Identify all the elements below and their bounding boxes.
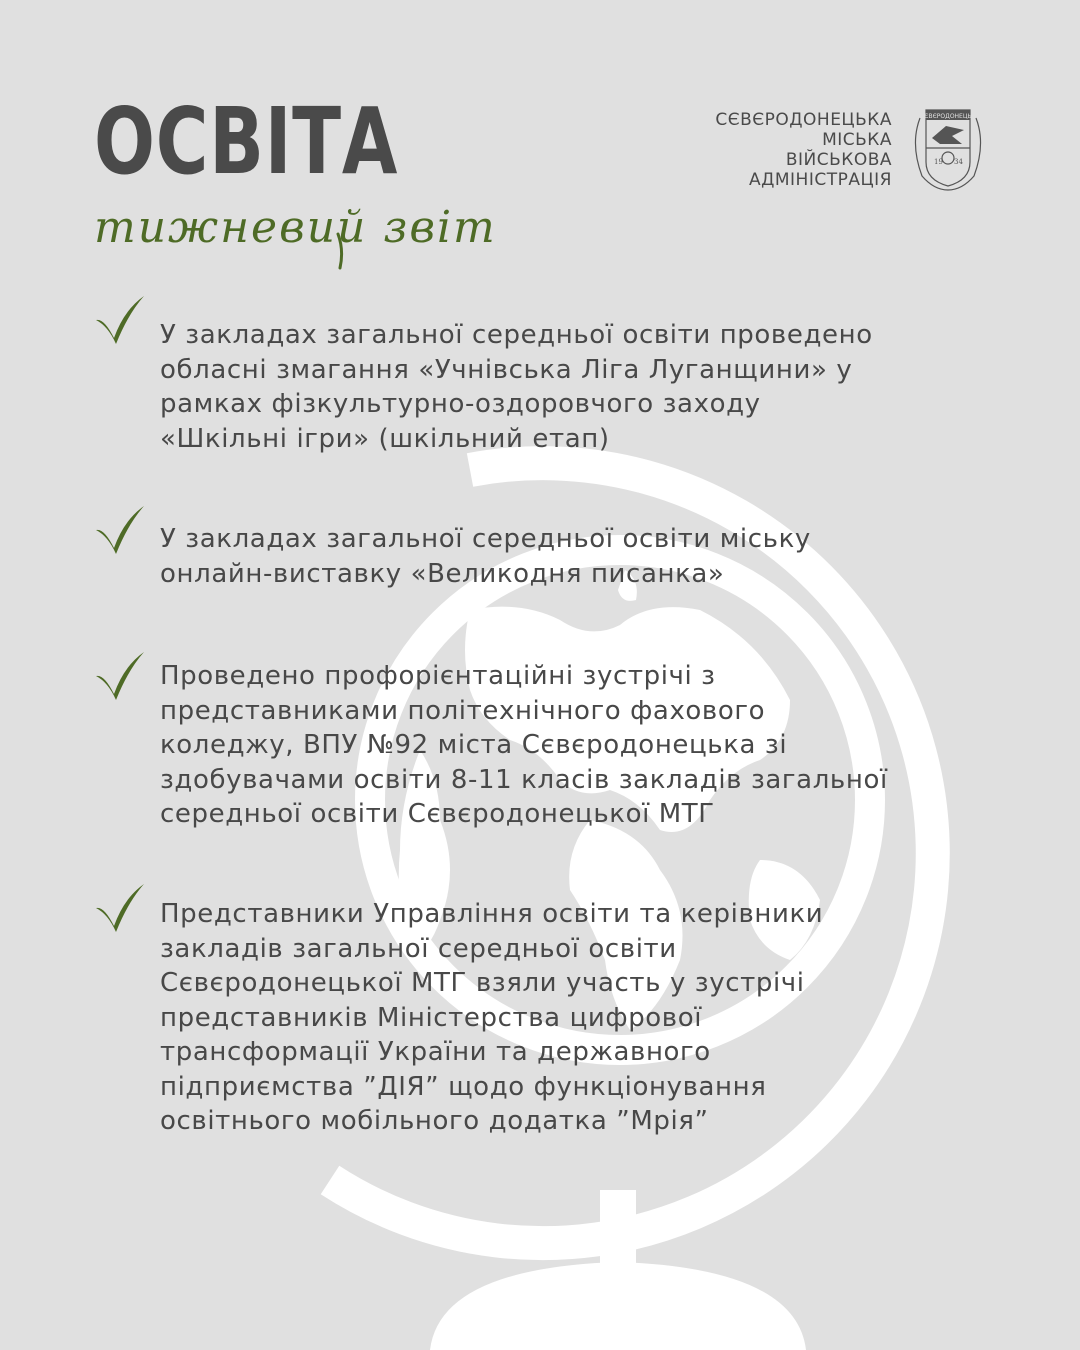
- org-line: СЄВЄРОДОНЕЦЬКА: [715, 110, 892, 130]
- item-line: здобувачами освіти 8-11 класів закладів загальної: [160, 764, 888, 795]
- item-line: трансформації України та державного: [160, 1037, 711, 1067]
- subtitle-flourish: [330, 232, 360, 272]
- item-line: коледжу, ВПУ №92 міста Сєвєродонецька зі: [160, 730, 788, 760]
- city-emblem-icon: [906, 104, 990, 192]
- check-icon: [94, 882, 146, 934]
- item-line: рамках фізкультурно-оздоровчого заходу: [160, 389, 761, 419]
- item-line: середньої освіти Сєвєродонецької МТГ: [160, 799, 715, 829]
- list-item: [160, 318, 1000, 456]
- check-icon: [94, 504, 146, 556]
- item-line: закладів загальної середньої освіти: [160, 933, 677, 964]
- emblem-label: СЄВЄРОДОНЕЦЬК: [920, 113, 976, 120]
- item-line: освітнього мобільного додатка ”Мрія”: [160, 1106, 709, 1136]
- item-line: У закладах загальної середньої освіти міську: [160, 524, 811, 554]
- emblem-year-right: 34: [954, 158, 963, 166]
- item-line: «Шкільні ігри» (шкільний етап): [160, 423, 610, 454]
- check-icon: [94, 294, 146, 346]
- item-line: підприємства ”ДІЯ” щодо функціонування: [160, 1071, 767, 1102]
- org-line: МІСЬКА: [822, 130, 892, 150]
- item-line: представниками політехнічного фахового: [160, 695, 766, 726]
- item-line: Проведено профорієнтаційні зустрічі з: [160, 661, 716, 691]
- page-title: ОСВІТА: [94, 88, 399, 195]
- item-line: У закладах загальної середньої освіти проведено: [160, 320, 873, 350]
- org-line: АДМІНІСТРАЦІЯ: [748, 170, 892, 190]
- item-line: обласні змагання «Учнівська Ліга Луганщини» у: [160, 354, 853, 385]
- item-line: Сєвєродонецької МТГ взяли участь у зустрічі: [160, 968, 805, 998]
- page-subtitle: тижневий звіт: [94, 202, 497, 253]
- list-item: [160, 659, 1000, 832]
- check-icon: [94, 650, 146, 702]
- organization-name: [715, 110, 892, 190]
- item-line: представників Міністерства цифрової: [160, 1002, 703, 1033]
- list-item: [160, 897, 1000, 1139]
- item-line: онлайн-виставку «Великодня писанка»: [160, 558, 725, 589]
- org-line: ВІЙСЬКОВА: [785, 150, 892, 170]
- item-line: Представники Управління освіти та керівники: [160, 899, 824, 929]
- list-item: [160, 522, 1000, 591]
- emblem-year-left: 19: [934, 158, 943, 166]
